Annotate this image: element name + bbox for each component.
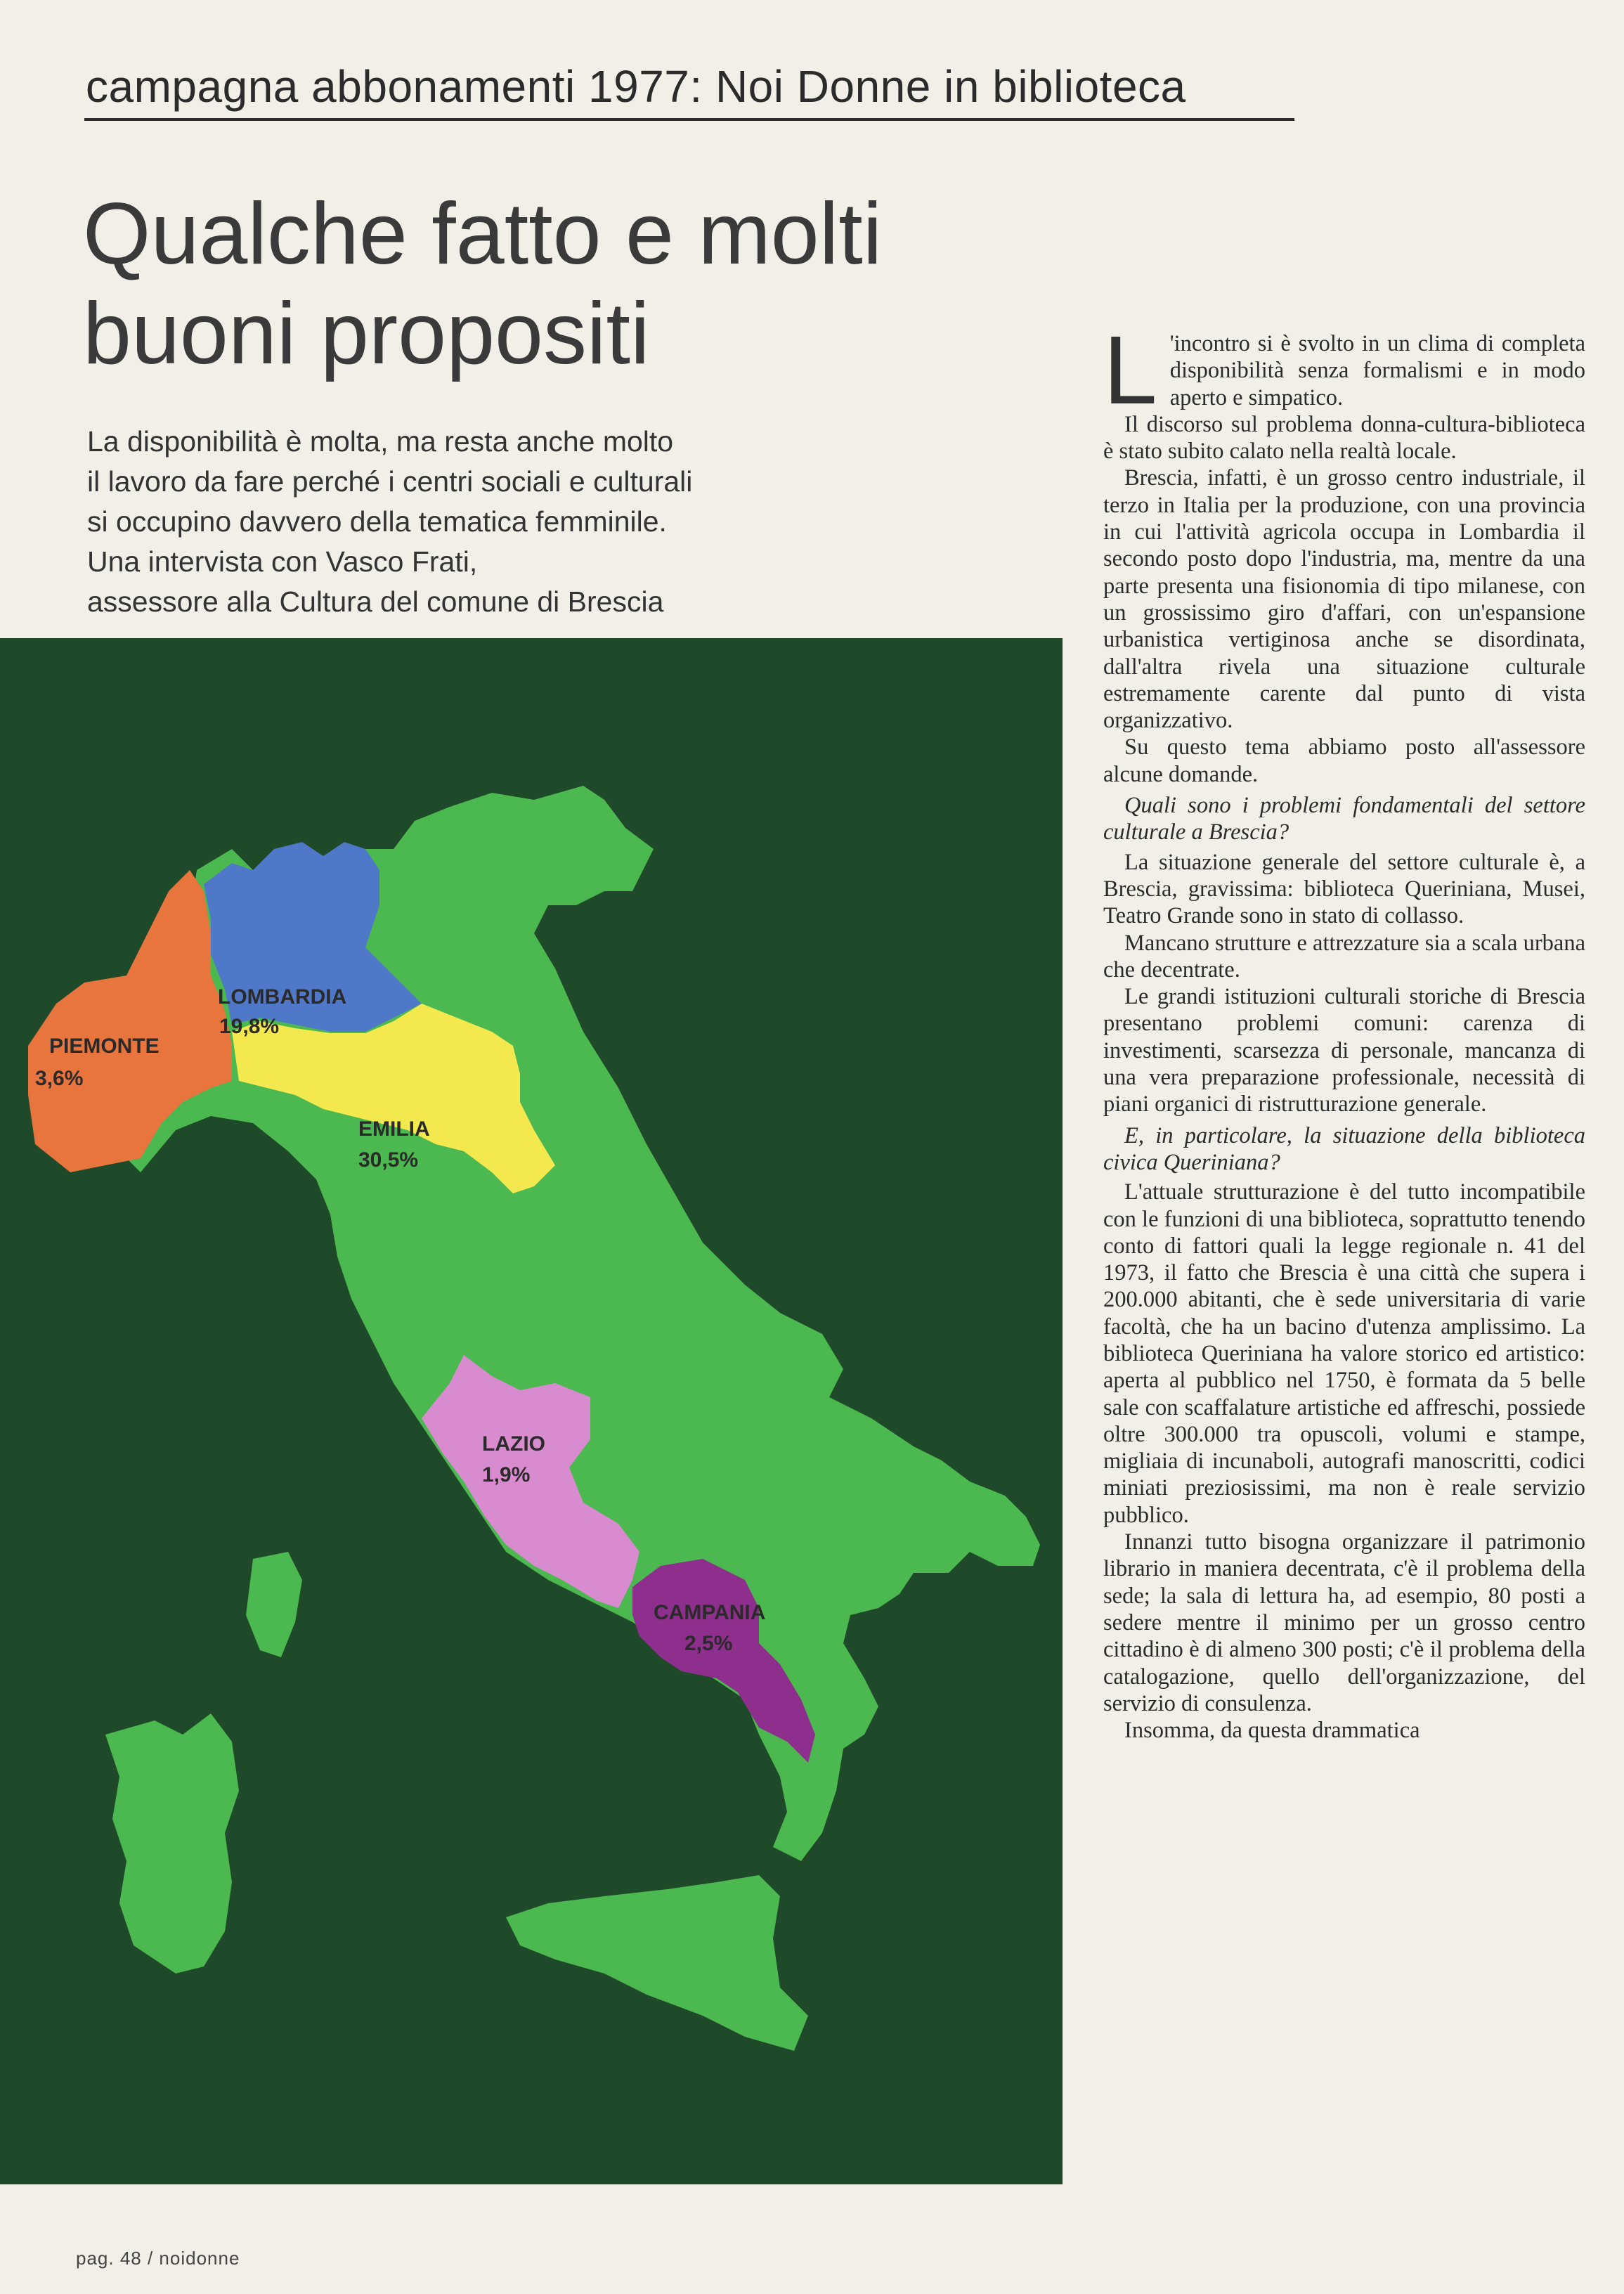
headline-line-1: Qualche fatto e molti [83, 186, 883, 283]
article-paragraph: Le grandi istituzioni culturali storiche di Brescia presentano problemi comuni: carenza di investimenti, scarsezza di personale, mancanza di una vera preparazione professionale, necessità di piani organici di ristrutturazione generale. [1103, 984, 1585, 1117]
standfirst-line: il lavoro da fare perché i centri sociali e culturali [87, 465, 693, 498]
value-lombardia: 19,8% [219, 1015, 280, 1038]
headline-line-2: buoni propositi [83, 285, 650, 382]
article-paragraph: Innanzi tutto bisogna organizzare il patrimonio librario in maniera decentrata, c'è il problema della sede; la sala di lettura ha, ad esempio, 80 posti a sedere mentre il minimo per un grosso centro cittadino è di almeno 300 posti; c'è il problema della catalogazione, quello dell'organizzazione, del servizio di consulenza. [1103, 1529, 1585, 1716]
italy-map [0, 638, 1063, 2184]
standfirst-line: Una intervista con Vasco Frati, [87, 545, 478, 578]
article-paragraph: Brescia, infatti, è un grosso centro industriale, il terzo in Italia per la produzione, con una provincia in cui l'attività agricola occupa in Lombardia il secondo posto dopo l'industria, ma, mentre da una parte presenta una fisionomia di tipo milanese, con un grossissimo giro d'affari, con un'espansione urbanistica vertiginosa anche se disordinata, dall'altra rivela una situazione culturale estremamente carente dal punto di vista organizzativo. [1103, 465, 1585, 734]
dropcap: L [1103, 316, 1157, 425]
kicker: campagna abbonamenti 1977: Noi Donne in biblioteca [86, 61, 1186, 112]
article-paragraph: Insomma, da questa drammatica [1124, 1718, 1420, 1744]
article-paragraph: La situazione generale del settore culturale è, a Brescia, gravissima: biblioteca Queriniana, Musei, Teatro Grande sono in stato di collasso. [1103, 849, 1585, 929]
page-footer: pag. 48 / noidonne [76, 2248, 240, 2269]
corsica [246, 1552, 302, 1657]
headline [83, 184, 1179, 384]
standfirst-line: si occupino davvero della tematica femminile. [87, 505, 667, 538]
kicker-rule [84, 118, 1294, 121]
region-piemonte [28, 870, 232, 1172]
article-column [1103, 316, 1585, 1744]
value-campania: 2,5% [684, 1632, 733, 1655]
article-paragraph: L 'incontro si è svolto in un clima di completa disponibilità senza formalismi e in modo aperto e simpatico. [1103, 316, 1585, 425]
label-lazio: LAZIO [482, 1432, 545, 1456]
label-campania: CAMPANIA [654, 1601, 766, 1624]
article-paragraph: Il discorso sul problema donna-cultura-biblioteca è stato subito calato nella realtà locale. [1103, 411, 1585, 465]
label-piemonte: PIEMONTE [49, 1035, 160, 1058]
interview-question: Quali sono i problemi fondamentali del settore culturale a Brescia? [1103, 793, 1585, 845]
label-lombardia: LOMBARDIA [218, 985, 347, 1009]
value-piemonte: 3,6% [35, 1067, 84, 1090]
sardinia [105, 1713, 239, 1974]
article-paragraph: Su questo tema abbiamo posto all'assessore alcune domande. [1103, 734, 1585, 787]
label-emilia: EMILIA [358, 1117, 430, 1141]
standfirst-line: assessore alla Cultura del comune di Brescia [87, 585, 664, 618]
value-lazio: 1,9% [482, 1463, 531, 1486]
standfirst-line: La disponibilità è molta, ma resta anche molto [87, 425, 674, 458]
italy-map-panel [0, 638, 1063, 2184]
article-paragraph: L'attuale strutturazione è del tutto incompatibile con le funzioni di una biblioteca, soprattutto tenendo conto di fattori quali la legge regionale n. 41 del 1973, il fatto che Brescia è una città che supera i 200.000 abitanti, che è sede universitaria di varie facoltà, che ha un bacino d'utenza amplissimo. La biblioteca Queriniana ha valore storico ed artistico: aperta al pubblico nel 1750, è formata da 5 belle sale con scaffalature artistiche ed affreschi, possiede oltre 300.000 tra opuscoli, volumi e stampe, migliaia di incunaboli, autografi manoscritti, codici miniati preziosissimi, ma non è reale servizio pubblico. [1103, 1179, 1585, 1528]
value-emilia: 30,5% [358, 1148, 419, 1172]
interview-question: E, in particolare, la situazione della biblioteca civica Queriniana? [1103, 1122, 1585, 1175]
article-paragraph: Mancano strutture e attrezzature sia a scala urbana che decentrate. [1103, 930, 1585, 983]
sicily [506, 1875, 808, 2051]
standfirst [87, 422, 1071, 622]
